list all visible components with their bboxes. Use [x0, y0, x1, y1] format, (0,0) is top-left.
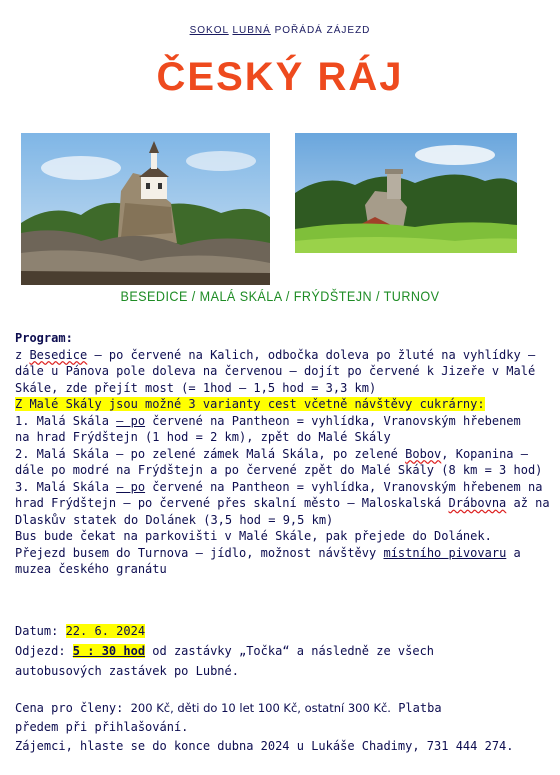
- org-lubna: LUBNÁ: [232, 25, 271, 36]
- price-section: [15, 699, 514, 756]
- program-text: 3. Malá Skála: [15, 479, 117, 494]
- program-line-12: Bus bude čekat na parkovišti v Malé Skále, pak přejede do Dolánek.: [15, 529, 492, 543]
- program-line-1: [15, 347, 550, 364]
- program-text: červené na Pantheon = vyhlídka, Vranovským hřebenem: [145, 413, 521, 428]
- brewery-link: místního pivovaru: [383, 545, 507, 560]
- program-text: z: [15, 347, 30, 362]
- departure-text: od zastávky „Točka“ a následně ze všech: [145, 644, 435, 658]
- program-text: – po červené na Kalich, odbočka doleva po žluté na vyhlídky –: [87, 347, 536, 362]
- date-value: 22. 6. 2024: [65, 624, 146, 638]
- program-line-7: [15, 446, 550, 463]
- place-drabovna: Drábovna: [448, 496, 507, 510]
- price-line-2: předem při přihlašování.: [15, 720, 189, 734]
- program-line-8: dále po modré na Frýdštejn a po červené zpět do Malé Skály (8 km = 3 hod): [15, 463, 543, 477]
- place-bobov: Bobov: [405, 446, 442, 461]
- program-text: až na: [506, 496, 550, 510]
- program-line-6: na hrad Frýdštejn (1 hod = 2 km), zpět do Malé Skály: [15, 430, 391, 444]
- departure-label: Odjezd:: [15, 644, 73, 658]
- program-text: červené na Pantheon = vyhlídka, Vranovským hřebenem na: [145, 479, 543, 494]
- program-line-9: [15, 479, 550, 496]
- price-label: Cena pro členy:: [15, 701, 131, 715]
- program-text: – po: [116, 479, 146, 494]
- date-section: [15, 621, 434, 681]
- program-text: – po: [116, 413, 146, 428]
- program-text: a: [506, 545, 521, 560]
- program-text: ů: [51, 512, 59, 527]
- program-text: v statek do Dolánek (3,5 hod = 9,5 km): [58, 512, 334, 527]
- program-line-3: Skále, zde přejít most (= 1hod – 1,5 hod = 3,3 km): [15, 380, 377, 395]
- photo-frydstejn: [295, 133, 517, 253]
- photo-besedice: [21, 133, 270, 285]
- program-line-13: [15, 545, 550, 562]
- route-line: BESEDICE / MALÁ SKÁLA / FRÝDŠTEJN / TURNOV: [120, 288, 440, 304]
- program-text: Dlask: [15, 512, 52, 527]
- program-section: [15, 330, 550, 578]
- place-besedice: Besedice: [29, 347, 88, 362]
- program-text: , Kopanina –: [441, 446, 528, 461]
- org-rest: POŘÁDÁ ZÁJEZD: [274, 25, 371, 36]
- departure-line-2: autobusových zastávek po Lubné.: [15, 664, 239, 678]
- program-text: 1. Malá Skála: [15, 413, 117, 428]
- price-value: 200 Kč, děti do 10 let 100 Kč, ostatní 300 Kč.: [130, 701, 391, 715]
- photo-besedice-image: [21, 133, 270, 285]
- program-text: 2. Malá Skála – po zelené zámek Malá Skála, po zelené: [15, 446, 406, 461]
- program-text: hrad Frýdštejn – po červené přes skalní město – Maloskalská: [15, 496, 449, 510]
- page-title: ČESKÝ RÁJ: [156, 55, 404, 99]
- program-line-2: dále u Pánova pole doleva na červenou – dojít po červené k Jizeře v Malé: [15, 364, 536, 378]
- departure-time: 5 : 30 hod: [72, 644, 146, 658]
- program-line-14: muzea českého granátu: [15, 562, 167, 576]
- departure-line: [15, 641, 434, 661]
- date-label: Datum:: [15, 624, 66, 638]
- price-text: Platba: [390, 701, 442, 715]
- program-line-10: [15, 495, 550, 512]
- organizer-line: [0, 25, 560, 36]
- date-line: [15, 621, 434, 641]
- photo-frydstejn-image: [295, 133, 517, 253]
- org-sokol: SOKOL: [189, 25, 229, 36]
- program-line-4-highlight: Z Malé Skály jsou možné 3 varianty cest včetně návštěvy cukrárny:: [15, 397, 485, 411]
- program-heading: Program:: [15, 331, 73, 345]
- program-line-11: [15, 512, 550, 529]
- contact-line: Zájemci, hlaste se do konce dubna 2024 u Lukáše Chadimy, 731 444 274.: [15, 739, 514, 753]
- program-line-5: [15, 413, 550, 430]
- price-line: [15, 699, 514, 718]
- program-text: Přejezd busem do Turnova – jídlo, možnost návštěvy: [15, 545, 384, 560]
